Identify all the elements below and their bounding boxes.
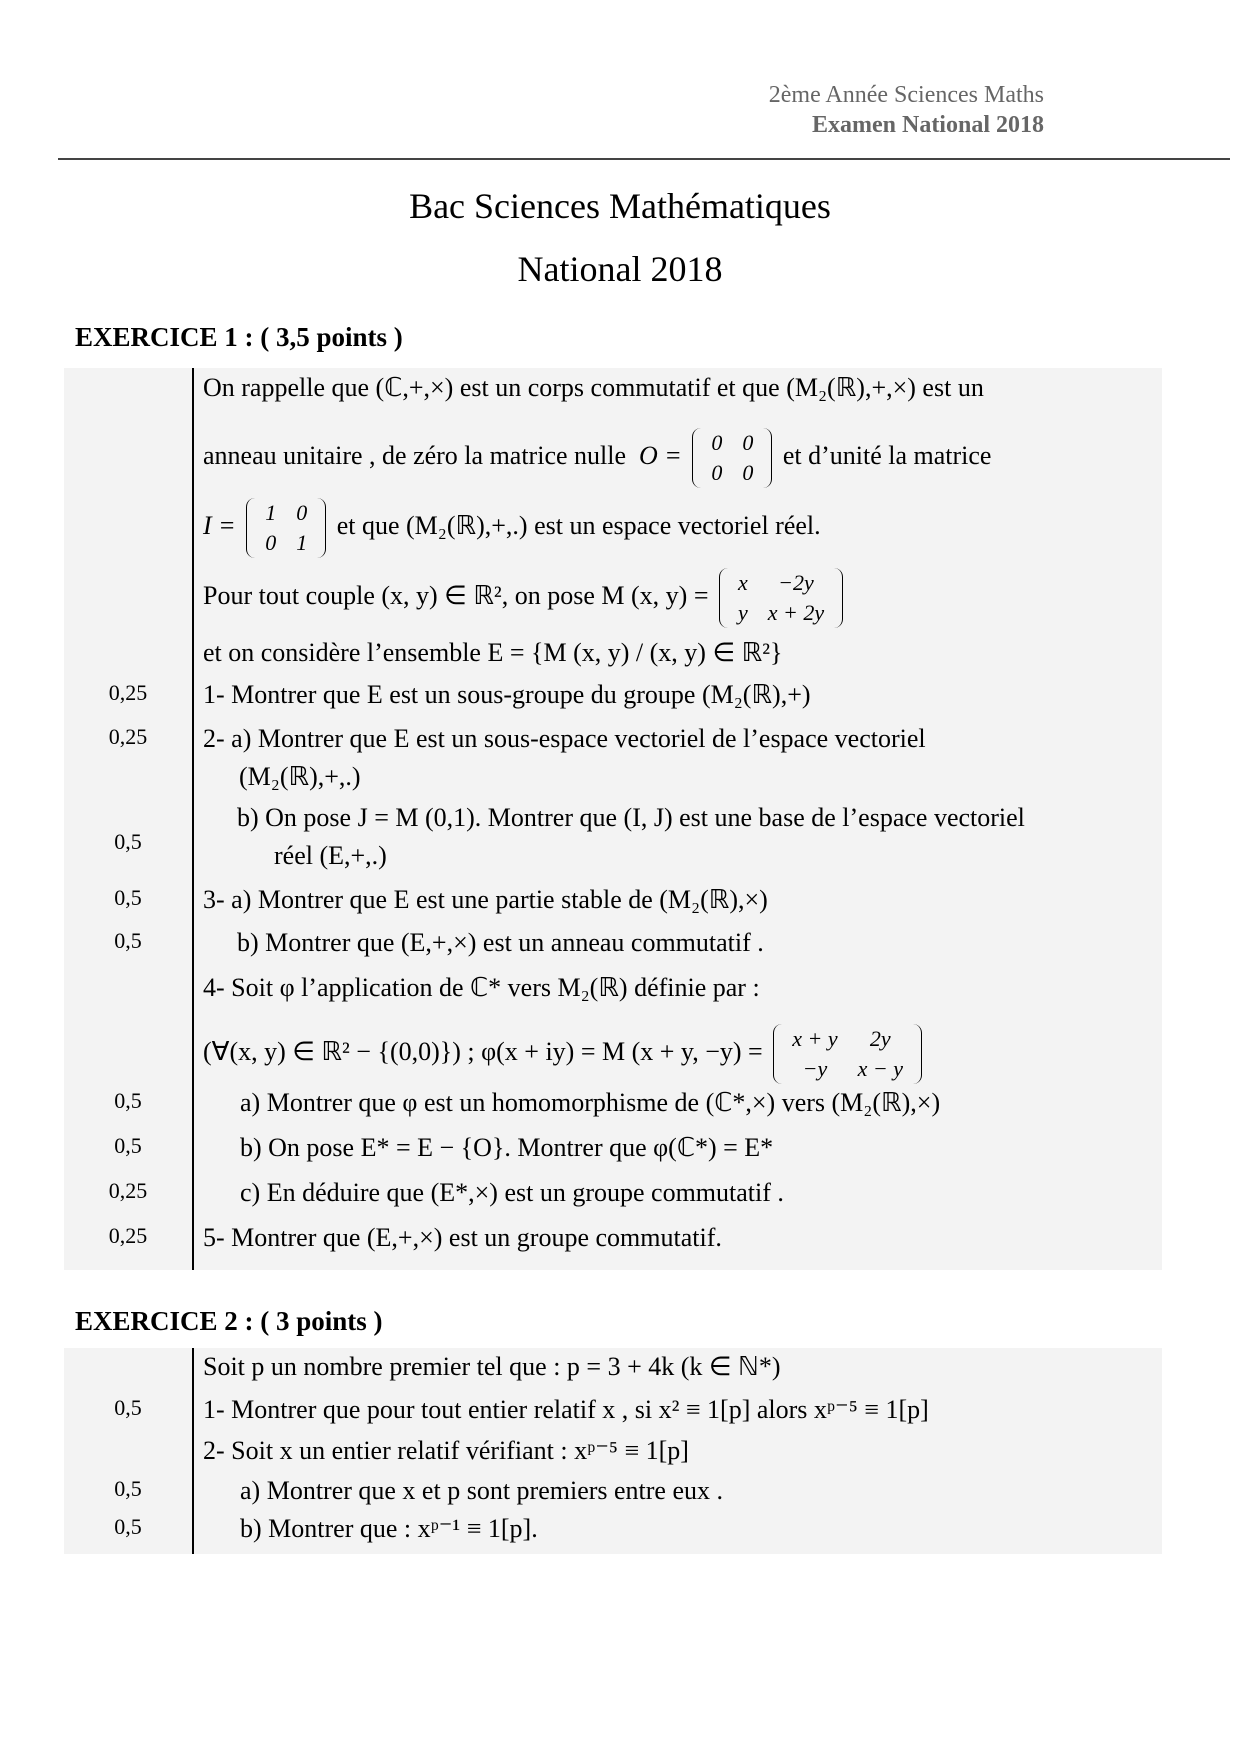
intro-text [203,428,991,488]
question-4b [64,1133,1162,1173]
matrix-phi [773,1024,922,1084]
header-rule [58,158,1230,160]
cell: x [737,570,748,595]
document-subtitle: National 2018 [517,249,723,289]
phi-definition: (∀(x, y) ∈ ℝ² − {(0,0)}) ; φ(x + iy) = M (x + y, −y) = [203,1036,763,1066]
points-value: 0,5 [114,1133,142,1158]
question-text: b) On pose J = M (0,1). Montrer que (I, J) est une base de l’espace vectoriel [237,803,1025,832]
points-value: 0,5 [114,1395,142,1420]
points-value: 0,25 [108,724,148,749]
cell: 0 [296,500,308,525]
points-value: 0,25 [108,680,148,705]
question-text: b) On pose E* = E − {O}. Montrer que φ(ℂ*) = E* [240,1133,774,1162]
intro-text [203,498,821,558]
cell: x + 2y [767,600,825,625]
cell: 0 [742,460,754,485]
cell: 1 [265,500,277,525]
matrix-M [719,568,843,628]
question-text: 5- Montrer que (E,+,×) est un groupe commutatif. [203,1223,722,1252]
question-text: 2- Soit x un entier relatif vérifiant : xᵖ⁻⁵ ≡ 1[p] [203,1436,689,1465]
exercise1-heading: EXERCICE 1 : ( 3,5 points ) [75,322,403,352]
question-2a [64,724,1162,764]
exercise2-box [64,1348,1162,1554]
question-1 [64,680,1162,720]
cell: 0 [711,460,723,485]
points-value: 0,5 [114,1088,142,1113]
question-text: Soit p un nombre premier tel que : p = 3 + 4k (k ∈ ℕ*) [203,1352,781,1381]
ex2-question-2 [64,1436,1162,1476]
cell: −y [802,1056,828,1081]
question-3a [64,885,1162,925]
question-3b [64,928,1162,968]
question-4-definition [64,1024,1162,1081]
question-text: b) Montrer que (E,+,×) est un anneau commutatif . [237,928,764,957]
intro-line-5 [64,638,1162,678]
matrix-O-label: O = [639,440,682,470]
intro-text-d: Pour tout couple (x, y) ∈ ℝ², on pose M (x, y) = [203,580,709,610]
cell: 2y [869,1026,891,1051]
question-text: b) Montrer que : xᵖ⁻¹ ≡ 1[p]. [240,1514,538,1543]
cell: 0 [265,530,277,555]
ex2-question-2a [64,1476,1162,1516]
page-header-exam: Examen National 2018 [811,112,1044,138]
points-value: 0,5 [114,928,142,953]
question-text: 1- Montrer que pour tout entier relatif x , si x² ≡ 1[p] alors xᵖ⁻⁵ ≡ 1[p] [203,1395,929,1424]
question-text: 3- a) Montrer que E est une partie stable de (M₂(ℝ),×) [203,885,768,914]
question-5 [64,1223,1162,1263]
points-value: 0,5 [114,885,142,910]
page-header-level: 2ème Année Sciences Maths [768,82,1044,108]
question-2b [64,803,1162,843]
exercise1-box [64,368,1162,1270]
question-text: 1- Montrer que E est un sous-groupe du groupe (M₂(ℝ),+) [203,680,811,709]
cell: 0 [742,430,754,455]
question-2b-cont [64,829,1162,881]
ex2-question-1 [64,1395,1162,1435]
intro-text-b: et d’unité la matrice [782,440,992,470]
points-value: 0,5 [114,1514,142,1539]
intro-text [203,568,847,628]
intro-line-4 [64,568,1162,625]
ex2-question-2b [64,1514,1162,1554]
matrix-O [692,428,772,488]
exercise2-heading: EXERCICE 2 : ( 3 points ) [75,1306,383,1336]
cell: y [737,600,748,625]
question-text: a) Montrer que φ est un homomorphisme de (ℂ*,×) vers (M₂(ℝ),×) [240,1088,941,1117]
question-text: c) En déduire que (E*,×) est un groupe commutatif . [240,1178,784,1207]
intro-line-1 [64,373,1162,413]
question-text: 4- Soit φ l’application de ℂ* vers M₂(ℝ) définie par : [203,973,760,1002]
question-text: a) Montrer que x et p sont premiers entre eux . [240,1476,724,1505]
cell: x − y [857,1056,903,1081]
intro-line-2 [64,428,1162,485]
question-text: (M₂(ℝ),+,.) [239,762,361,791]
points-value: 0,25 [108,1178,148,1203]
question-text: 2- a) Montrer que E est un sous-espace vectoriel de l’espace vectoriel [203,724,926,753]
points-value: 0,25 [108,1223,148,1248]
cell: x + y [792,1026,838,1051]
cell: 1 [296,530,308,555]
question-text [203,1024,926,1084]
intro-text-c: et que (M₂(ℝ),+,.) est un espace vectoriel réel. [336,510,821,540]
matrix-I-label: I = [203,510,236,540]
points-value: 0,5 [114,1476,142,1501]
document-title: Bac Sciences Mathématiques [409,186,831,226]
question-4a [64,1088,1162,1128]
intro-line-3 [64,498,1162,555]
intro-text: et on considère l’ensemble E = {M (x, y) / (x, y) ∈ ℝ²} [203,638,783,667]
ex2-intro [64,1352,1162,1392]
matrix-I [246,498,326,558]
cell: −2y [778,570,814,595]
intro-text: On rappelle que (ℂ,+,×) est un corps commutatif et que (M₂(ℝ),+,×) est un [203,373,984,402]
intro-text-a: anneau unitaire , de zéro la matrice nulle [203,440,627,470]
cell: 0 [711,430,723,455]
question-2a-cont [64,762,1162,802]
points-value: 0,5 [114,829,142,854]
question-text: réel (E,+,.) [274,841,387,870]
question-4c [64,1178,1162,1218]
question-4 [64,973,1162,1013]
